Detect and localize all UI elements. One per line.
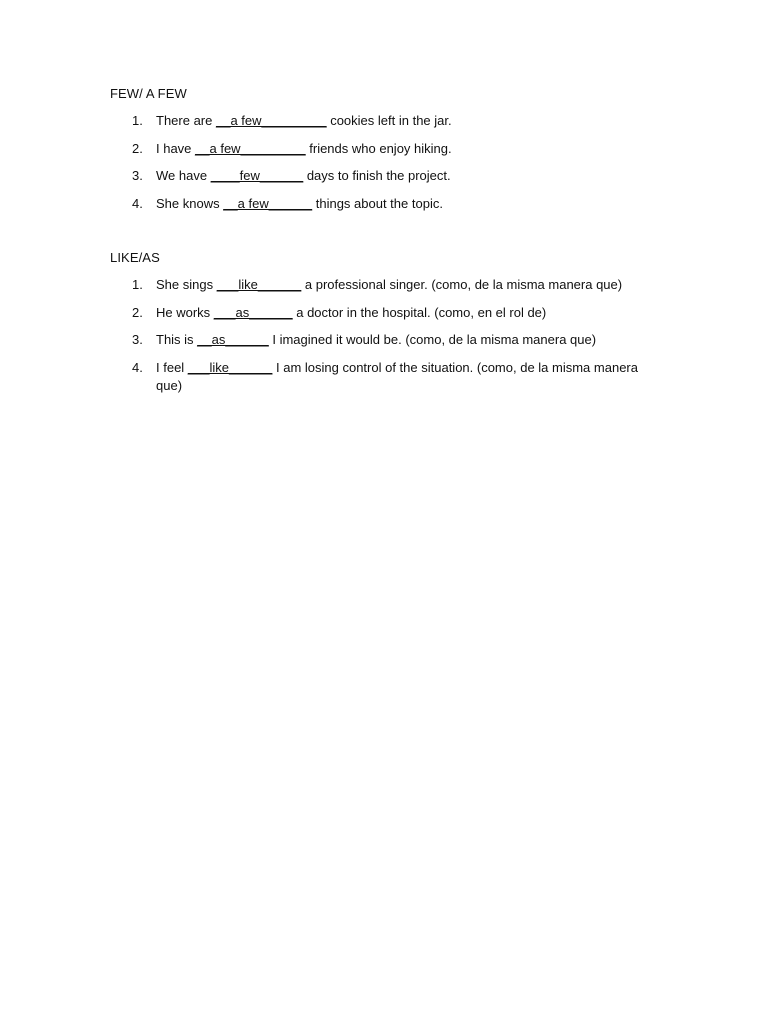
section-like-as: [110, 250, 650, 404]
answer-blank: ___like______: [216, 277, 302, 292]
sentence-start: This is: [156, 332, 198, 347]
exercise-item: [110, 359, 650, 395]
sentence-start: She sings: [156, 277, 217, 292]
section-few-a-few: [110, 86, 650, 222]
item-number: 4.: [132, 195, 143, 211]
section-heading: FEW/ A FEW: [110, 86, 187, 101]
item-number: 3.: [132, 168, 143, 183]
sentence-start: I feel: [156, 359, 188, 375]
item-number: 4.: [132, 359, 143, 375]
sentence-end: friends who enjoy hiking.: [305, 140, 452, 156]
sentence-end: days to finish the project.: [303, 168, 451, 183]
section-heading: LIKE/AS: [110, 250, 160, 265]
item-number: 3.: [132, 332, 143, 347]
item-number: 1.: [132, 277, 143, 292]
sentence-end: I am losing control of the situation. (como, de la misma manera que): [156, 359, 638, 393]
exercise-item: [110, 112, 650, 130]
item-number: 1.: [132, 113, 143, 128]
exercise-item: [110, 167, 650, 185]
sentence-start: We have: [156, 168, 211, 183]
sentence-start: She knows: [156, 195, 224, 211]
exercise-item: [110, 331, 650, 349]
sentence-start: There are: [156, 113, 216, 128]
exercise-item: [110, 195, 650, 213]
answer-blank: __a few_________: [215, 113, 327, 128]
exercise-item: [110, 276, 650, 294]
sentence-end: a doctor in the hospital. (como, en el rol de): [292, 304, 547, 320]
answer-blank: __as______: [197, 332, 269, 347]
answer-blank: __a few_________: [195, 140, 306, 156]
sentence-end: I imagined it would be. (como, de la misma manera que): [268, 332, 597, 347]
item-number: 2.: [132, 140, 143, 156]
answer-blank: ____few______: [210, 168, 304, 183]
exercise-item: [110, 304, 650, 322]
item-number: 2.: [132, 304, 143, 320]
exercise-item: [110, 140, 650, 158]
answer-blank: ___as______: [213, 304, 293, 320]
sentence-start: He works: [156, 304, 214, 320]
sentence-end: a professional singer. (como, de la misma manera que): [301, 277, 623, 292]
answer-blank: __a few______: [223, 195, 313, 211]
exercise-list: [110, 276, 650, 395]
exercise-list: [110, 112, 650, 213]
sentence-start: I have: [156, 140, 196, 156]
answer-blank: ___like______: [187, 359, 273, 375]
sentence-end: things about the topic.: [312, 195, 443, 211]
sentence-end: cookies left in the jar.: [326, 113, 452, 128]
